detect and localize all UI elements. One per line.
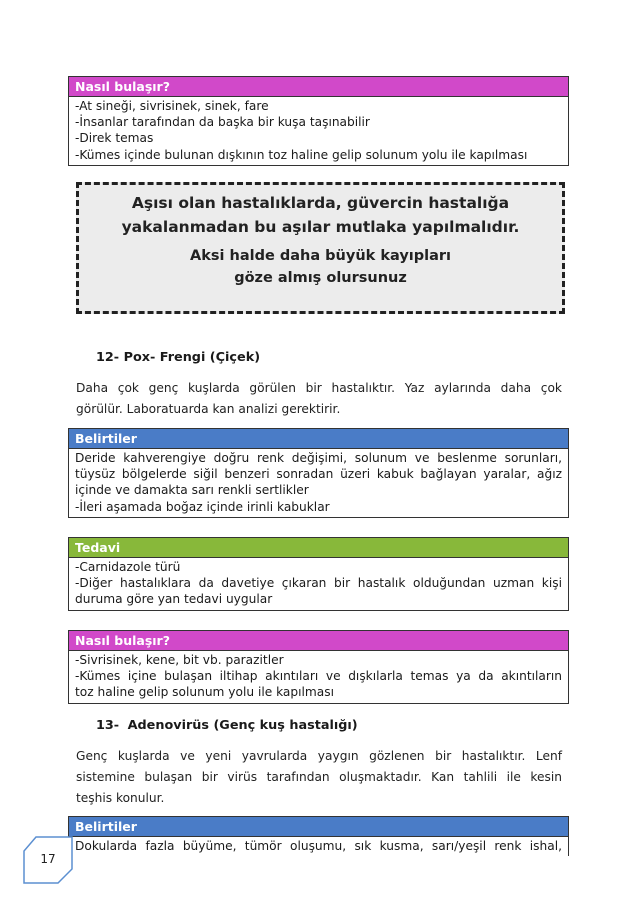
page-number: 17	[40, 852, 56, 866]
section-title: Adenovirüs (Genç kuş hastalığı)	[127, 718, 358, 733]
callout-line: Aksi halde daha büyük kayıpları	[190, 248, 451, 264]
page-number-badge	[22, 835, 74, 885]
symptoms-box-2	[68, 816, 569, 856]
list-item: tüysüz bölgelerde siğil benzeri sonradan üzeri kabuk bağlayan yaralar, ağız	[75, 467, 562, 482]
paragraph-line: sistemine bulaşan bir virüs tarafından oluşmaktadır. Kan tahlili ile kesin	[76, 770, 562, 784]
box-body	[68, 837, 569, 856]
box-body	[68, 449, 569, 518]
section-number: 12-	[96, 350, 120, 365]
list-item: -Carnidazole türü	[75, 560, 181, 574]
treatment-box	[68, 537, 569, 611]
section-heading-13	[96, 718, 358, 733]
callout-line: göze almış olursunuz	[234, 270, 407, 286]
paragraph-line: teşhis konulur.	[76, 791, 165, 805]
list-item: -İnsanlar tarafından da başka bir kuşa taşınabilir	[75, 115, 370, 130]
list-item: -At sineği, sivrisinek, sinek, fare	[75, 99, 269, 113]
box-body	[68, 97, 569, 166]
box-header: Nasıl bulaşır?	[68, 76, 569, 97]
section-13-paragraph	[76, 746, 562, 809]
box-header: Belirtiler	[68, 428, 569, 449]
list-item: -Kümes içinde bulunan dışkının toz haline gelip solunum yolu ile kapılması	[75, 147, 528, 162]
box-header: Belirtiler	[68, 816, 569, 837]
callout-line: Aşısı olan hastalıklarda, güvercin hastalığa	[131, 194, 510, 212]
paragraph-line: Genç kuşlarda ve yeni yavrularda yaygın gözlenen bir hastalıktır. Lenf	[76, 749, 562, 763]
list-item: -Direk temas	[75, 131, 154, 146]
list-item: -Kümes içine bulaşan iltihap akıntıları ve dışkılarla temas ya da akıntıların	[75, 669, 562, 684]
section-number: 13-	[96, 718, 120, 733]
list-item: içinde ve damakta sarı renkli sertlikler	[75, 483, 309, 498]
list-item: duruma göre yan tedavi uygular	[75, 592, 273, 607]
symptoms-box-1	[68, 428, 569, 518]
box-header: Nasıl bulaşır?	[68, 630, 569, 651]
vaccination-callout	[76, 182, 565, 314]
paragraph-line: Daha çok genç kuşlarda görülen bir hastalıktır. Yaz aylarında daha çok	[76, 381, 562, 395]
list-item: Dokularda fazla büyüme, tümör oluşumu, sık kusma, sarı/yeşil renk ishal,	[75, 839, 562, 853]
list-item: -İleri aşamada boğaz içinde irinli kabuklar	[75, 499, 330, 514]
section-heading-12	[96, 350, 260, 365]
transmission-box-1	[68, 76, 569, 166]
paragraph-line: görülür. Laboratuarda kan analizi gerektirir.	[76, 402, 341, 416]
box-body	[68, 651, 569, 704]
transmission-box-2	[68, 630, 569, 704]
section-12-paragraph	[76, 378, 562, 420]
list-item: -Diğer hastalıklara da davetiye çıkaran bir hastalık olduğundan uzman kişi	[75, 576, 562, 591]
list-item: -Sivrisinek, kene, bit vb. parazitler	[75, 653, 284, 667]
list-item: Deride kahverengiye doğru renk değişimi, solunum ve beslenme sorunları,	[75, 451, 562, 465]
section-title: Pox- Frengi (Çiçek)	[123, 350, 261, 365]
box-header: Tedavi	[68, 537, 569, 558]
list-item: toz haline gelip solunum yolu ile kapılması	[75, 685, 334, 700]
box-body	[68, 558, 569, 611]
callout-line: yakalanmadan bu aşılar mutlaka yapılmalıdır.	[121, 218, 520, 236]
